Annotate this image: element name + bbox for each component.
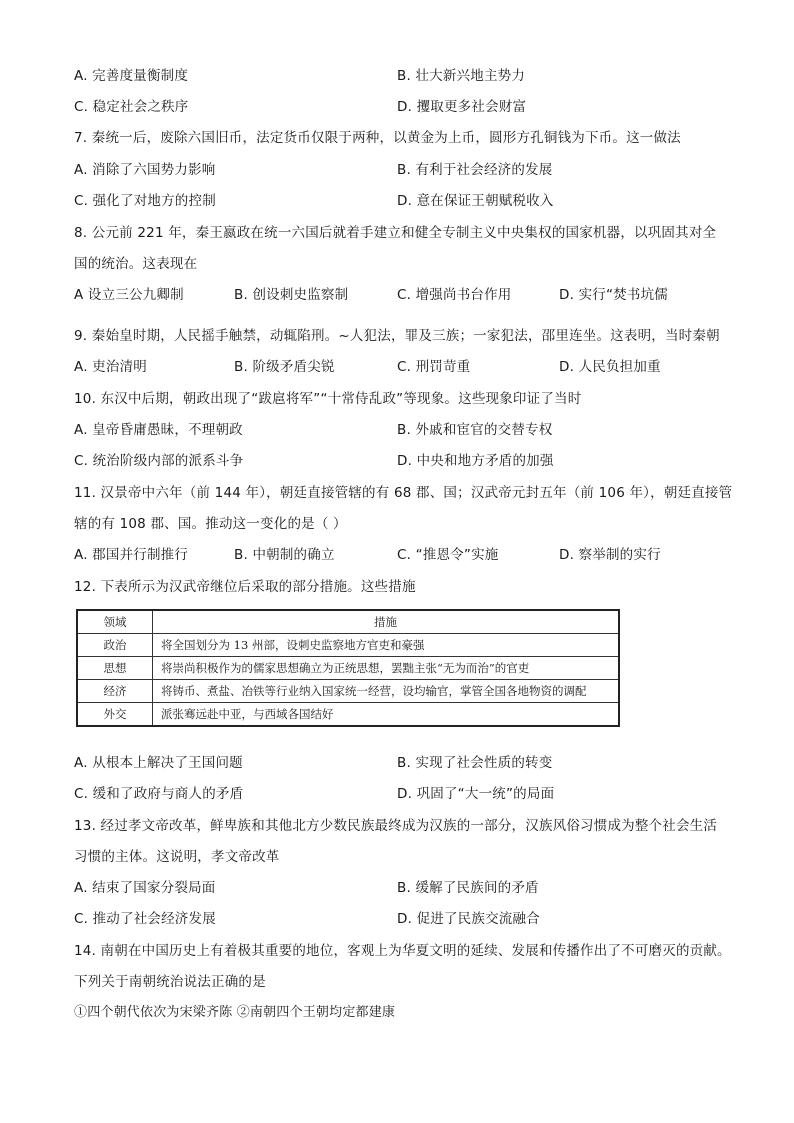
q8-option-c: C. 增强尚书台作用: [397, 287, 512, 303]
q8-stem-line1: 8. 公元前 221 年，秦王嬴政在统一六国后就着手建立和健全专制主义中央集权的国家机器，以巩固其对全: [74, 225, 717, 241]
q9-option-d: D. 人民负担加重: [559, 359, 661, 375]
table-header-field: 领域: [77, 610, 153, 634]
table-header-row: [77, 610, 619, 634]
q14-statements: ①四个朝代依次为宋梁齐陈 ②南朝四个王朝均定都建康: [74, 1005, 396, 1020]
q12-option-d: D. 巩固了“大一统”的局面: [397, 786, 555, 802]
q10-option-b: B. 外戚和宦官的交替专权: [397, 422, 553, 438]
table-cell-field: 外交: [77, 703, 153, 727]
table-cell-field: 经济: [77, 680, 153, 703]
q7-option-c: C. 强化了对地方的控制: [74, 193, 216, 209]
table-cell-measure: 将全国划分为 13 州部，设刺史监察地方官吏和豪强: [153, 634, 620, 657]
q9-option-b: B. 阶级矛盾尖锐: [234, 359, 335, 375]
q7-stem: 7. 秦统一后，废除六国旧币，法定货币仅限于两种，以黄金为上币，圆形方孔铜钱为下币。这一做法: [74, 130, 681, 146]
q6-option-a: A. 完善度量衡制度: [74, 68, 189, 84]
q7-option-a: A. 消除了六国势力影响: [74, 162, 216, 178]
q13-option-b: B. 缓解了民族间的矛盾: [397, 880, 539, 896]
table-row: [77, 634, 619, 657]
q13-option-d: D. 促进了民族交流融合: [397, 911, 540, 927]
q8-option-b: B. 创设刺史监察制: [234, 287, 349, 303]
q11-stem-line1: 11. 汉景帝中六年（前 144 年），朝廷直接管辖的有 68 郡、国；汉武帝元封五年（前 106 年），朝廷直接管: [74, 485, 733, 501]
table-cell-field: 思想: [77, 657, 153, 680]
q13-stem-line1: 13. 经过孝文帝改革，鲜卑族和其他北方少数民族最终成为汉族的一部分，汉族风俗习惯成为整个社会生活: [74, 818, 718, 834]
q14-stem-line1: 14. 南朝在中国历史上有着极其重要的地位，客观上为华夏文明的延续、发展和传播作出了不可磨灭的贡献。: [74, 943, 731, 959]
q7-option-b: B. 有利于社会经济的发展: [397, 162, 553, 178]
q6-option-d: D. 攫取更多社会财富: [397, 99, 527, 115]
table-cell-field: 政治: [77, 634, 153, 657]
table-row: [77, 657, 619, 680]
q12-option-c: C. 缓和了政府与商人的矛盾: [74, 786, 244, 802]
q9-stem: 9. 秦始皇时期，人民摇手触禁，动辄陷刑。~人犯法，罪及三族；一家犯法，邵里连坐。这表明，当时秦朝: [74, 328, 720, 344]
q10-stem: 10. 东汉中后期，朝政出现了“跋扈将军”“十常侍乱政”等现象。这些现象印证了当时: [74, 391, 582, 407]
q11-option-d: D. 察举制的实行: [559, 547, 661, 563]
q11-option-c: C. “推恩令”实施: [397, 547, 499, 563]
table-cell-measure: 将铸币、煮盐、冶铁等行业纳入国家统一经营，设均输官，掌管全国各地物资的调配: [153, 680, 620, 703]
table-row: [77, 703, 619, 727]
q12-option-b: B. 实现了社会性质的转变: [397, 755, 553, 771]
q11-option-b: B. 中朝制的确立: [234, 547, 335, 563]
q13-option-c: C. 推动了社会经济发展: [74, 911, 216, 927]
measures-table: [76, 609, 620, 727]
q11-stem-line2: 辖的有 108 郡、国。推动这一变化的是（ ）: [74, 516, 347, 532]
q9-option-c: C. 刑罚苛重: [397, 359, 471, 375]
q6-option-c: C. 稳定社会之秩序: [74, 99, 189, 115]
q10-option-c: C. 统治阶级内部的派系斗争: [74, 453, 244, 469]
table-row: [77, 680, 619, 703]
q9-option-a: A. 吏治清明: [74, 359, 147, 375]
table-header-measure: 措施: [153, 610, 620, 634]
q13-stem-line2: 习惯的主体。这说明，孝文帝改革: [74, 849, 280, 865]
q8-option-d: D. 实行“焚书坑儒: [559, 287, 668, 303]
q8-option-a: A 设立三公九卿制: [74, 287, 184, 303]
q8-stem-line2: 国的统治。这表现在: [74, 256, 198, 272]
q14-stem-line2: 下列关于南朝统治说法正确的是: [74, 974, 266, 990]
q11-option-a: A. 郡国并行制推行: [74, 547, 189, 563]
q7-option-d: D. 意在保证王朝赋税收入: [397, 193, 554, 209]
table-cell-measure: 派张骞远赴中亚，与西域各国结好: [153, 703, 620, 727]
q6-option-b: B. 壮大新兴地主势力: [397, 68, 526, 84]
q12-option-a: A. 从根本上解决了王国问题: [74, 755, 243, 771]
q13-option-a: A. 结束了国家分裂局面: [74, 880, 216, 896]
q10-option-a: A. 皇帝昏庸愚昧，不理朝政: [74, 422, 243, 438]
table-cell-measure: 将崇尚积极作为的儒家思想确立为正统思想，罢黜主张“无为而治”的官吏: [153, 657, 620, 680]
q10-option-d: D. 中央和地方矛盾的加强: [397, 453, 554, 469]
q12-stem: 12. 下表所示为汉武帝继位后采取的部分措施。这些措施: [74, 579, 416, 595]
